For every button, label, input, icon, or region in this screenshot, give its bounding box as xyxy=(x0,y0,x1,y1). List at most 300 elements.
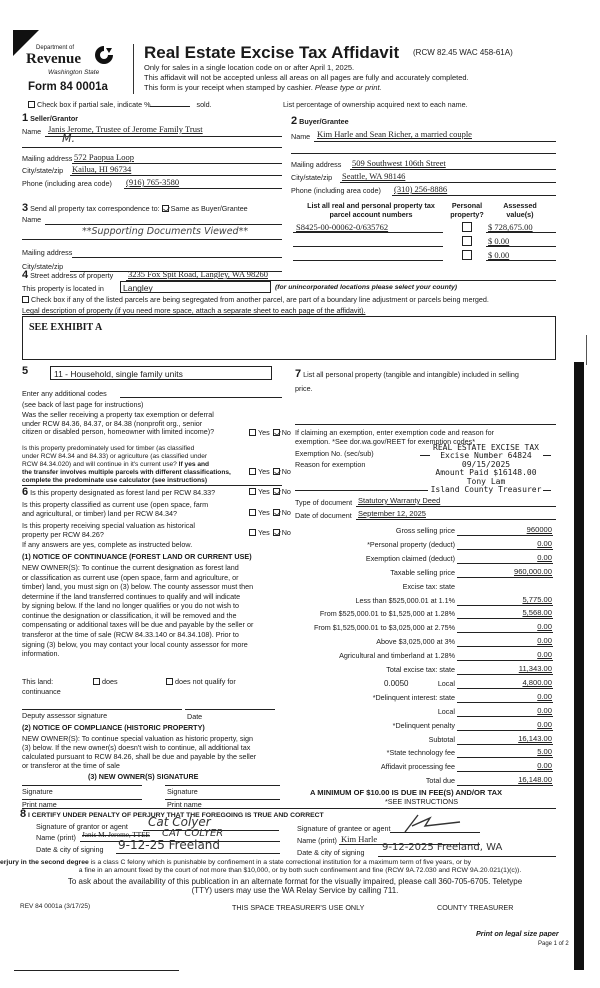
yes-label: Yes xyxy=(258,508,270,517)
notice-2-text xyxy=(22,734,256,770)
notice-line: information. xyxy=(22,649,60,659)
seller-name-initial: M. xyxy=(62,132,75,145)
notice-line: calculated pursuant to RCW 84.26, shall be due and payable by the seller xyxy=(22,752,257,761)
seller-mailing[interactable]: 572 Paopua Loop xyxy=(74,152,134,162)
tax-row-label: Exemption claimed (deduct) xyxy=(365,553,455,563)
does-not-label: does not qualify for xyxy=(175,677,236,686)
assessed-col-label: Assessed xyxy=(503,201,537,210)
yes-checkbox[interactable] xyxy=(249,509,256,516)
grantor-name-struck: Janis M. Jerome, TTEE xyxy=(82,831,150,839)
tax-row-value[interactable]: 0.00 xyxy=(537,636,552,646)
yes-no-options xyxy=(249,429,291,436)
tax-row-value[interactable]: 16,143.00 xyxy=(518,733,552,743)
tax-row-label: *State technology fee xyxy=(386,748,455,758)
tax-row-value[interactable]: 5,775.00 xyxy=(522,594,552,604)
notice-2-title: (2) NOTICE OF COMPLIANCE (HISTORIC PROPERTY) xyxy=(22,723,205,732)
buyer-city-label: City/state/zip xyxy=(291,173,333,182)
notice-1-text xyxy=(22,563,253,659)
partial-percent-field[interactable] xyxy=(150,106,190,107)
legal-paper-note: Print on legal size paper xyxy=(476,930,559,938)
tax-row-label: *Delinquent interest: state xyxy=(372,692,455,702)
legal-label: Legal description of property (if you need more space, attach a separate sheet to each page of the affidavit). xyxy=(22,306,366,315)
exemption-intro-1: If claiming an exemption, enter exemption code and reason for xyxy=(295,428,494,437)
accessibility-text: To ask about the availability of this publication in an alternate format for the visually impaired, please call 360-705-6705. Teletype xyxy=(67,877,523,886)
signature-label-1: Signature xyxy=(22,787,53,796)
tax-row-value[interactable]: 5,568.00 xyxy=(522,608,552,618)
assessed-value[interactable]: $ 0.00 xyxy=(488,236,510,246)
location-value: Langley xyxy=(123,283,153,293)
no-checkbox[interactable] xyxy=(273,488,280,495)
section-number: 1 xyxy=(22,112,29,124)
value-line xyxy=(486,232,556,233)
personal-property-field[interactable] xyxy=(295,424,556,425)
this-land-label: This land: xyxy=(22,677,54,686)
correspondence-heading xyxy=(22,203,248,214)
notice-line: signing (3) below, you may contact your local county assessor for more xyxy=(22,639,248,649)
notice-line: continue the designation or classification, it will be removed and the xyxy=(22,610,237,620)
grantor-name-label: Name (print) xyxy=(36,833,76,842)
perjury-text-2: a fine in an amount fixed by the court of not more than $10,000, or by both such confinement and fine (RCW 9A.72.030 and RCW 9A.20.021(1)(c)). xyxy=(78,867,522,875)
buyer-mailing[interactable]: 509 Southwest 106th Street xyxy=(352,158,446,168)
buyer-mailing-label: Mailing address xyxy=(291,160,342,169)
q-line: RCW 84.34.020) and will continue in it's current use? xyxy=(22,460,177,468)
page-title: Real Estate Excise Tax Affidavit xyxy=(144,43,400,62)
yes-checkbox[interactable] xyxy=(249,468,256,475)
tax-row-line xyxy=(457,535,553,536)
tax-row-label: Local xyxy=(437,678,455,688)
yes-checkbox[interactable] xyxy=(249,429,256,436)
no-label: No xyxy=(281,487,291,496)
signature-label-2: Signature xyxy=(167,787,198,796)
personal-col-header xyxy=(447,201,487,219)
buyer-name[interactable]: Kim Harle and Sean Richer, a married couple xyxy=(317,129,472,139)
notice-line: compensating or additional taxes will be due and payable by the seller or xyxy=(22,620,254,630)
perjury-text: is a class C felony which is punishable by confinement in a state correctional institution for a maximum term of five years, or by xyxy=(88,859,472,866)
notice-line: NEW OWNER(S): To continue the current designation as forest land xyxy=(22,563,239,572)
tax-row-value[interactable]: 960,000.00 xyxy=(513,566,552,576)
line xyxy=(420,455,430,456)
section-number: 7 xyxy=(295,368,302,380)
line xyxy=(378,856,556,857)
parcel-col-label: List all real and personal property tax xyxy=(307,201,435,210)
accessibility-text-2: (TTY) users may use the WA Relay Service by calling 711. xyxy=(191,885,399,895)
bottom-scan-line xyxy=(14,970,179,971)
use-code-value: 11 - Household, single family units xyxy=(54,369,183,379)
tax-row-line xyxy=(457,563,553,564)
personal-property-checkbox[interactable] xyxy=(462,250,472,260)
print-name-label-2: Print name xyxy=(167,800,202,809)
notice-line: transferor at the time of sale (RCW 84.33.140 or 84.34.108). Prior to xyxy=(22,630,239,640)
assessed-col-label-2: value(s) xyxy=(506,210,534,219)
seller-phone[interactable]: (916) 765-3580 xyxy=(126,177,180,187)
grantor-sig-label: Signature of grantor or agent xyxy=(36,822,128,831)
q-line: under RCW 84.34 and 84.33) or agriculture (as classified under xyxy=(22,452,208,460)
partial-sale-label: Check box if partial sale, indicate % xyxy=(37,100,151,109)
notice-line: (3) below. If the new owner(s) doesn't wish to continue, all additional tax xyxy=(22,743,251,752)
tax-row-line xyxy=(457,771,553,772)
grantor-name[interactable]: CAT COLYER xyxy=(162,828,224,839)
deputy-date-label: Date xyxy=(187,712,203,721)
doc-date[interactable]: September 12, 2025 xyxy=(358,509,426,518)
tax-row-value[interactable]: 960000 xyxy=(526,525,552,534)
grantee-name[interactable]: Kim Harle xyxy=(341,834,378,844)
treasurer-use-label: THIS SPACE TREASURER'S USE ONLY xyxy=(232,903,365,912)
deputy-label: Deputy assessor signature xyxy=(22,711,108,720)
notice-line: by signing below. If the land no longer qualifies or you do not wish to xyxy=(22,601,239,611)
no-checkbox[interactable] xyxy=(273,509,280,516)
line xyxy=(356,506,556,507)
type-or-print-note: Please type or print. xyxy=(314,83,382,92)
scan-edge-line xyxy=(586,335,587,365)
buyer-heading-label: Buyer/Grantee xyxy=(299,117,349,126)
does-not-option xyxy=(166,678,236,685)
tax-row-value[interactable]: 0.00 xyxy=(537,705,552,715)
yes-checkbox[interactable] xyxy=(249,529,256,536)
q-line: Is this property classified as current use (open space, farm xyxy=(22,500,209,509)
notice-line: or classification as current use (open space, farm and agriculture, or xyxy=(22,572,239,582)
no-label: No xyxy=(281,528,291,537)
tax-row-value[interactable]: 4,800.00 xyxy=(522,677,552,687)
parcel-line xyxy=(293,246,443,247)
notice-1-title: (1) NOTICE OF CONTINUANCE (FOREST LAND OR CURRENT USE) xyxy=(22,552,252,561)
exemption-reason-label: Reason for exemption xyxy=(295,460,366,469)
additional-codes-field[interactable] xyxy=(120,397,282,398)
line xyxy=(356,519,556,520)
ownership-note: List percentage of ownership acquired next to each name. xyxy=(283,100,468,109)
exemption-question xyxy=(22,411,214,437)
personal-property-label-2: price. xyxy=(295,384,313,393)
seller-city[interactable]: Kailua, HI 96734 xyxy=(72,164,132,174)
q-line: Is this property designated as forest land per RCW 84.33? xyxy=(30,488,216,497)
no-label: No xyxy=(281,467,291,476)
segregated-row xyxy=(22,296,489,303)
tax-row-label: Above $3,025,000 at 3% xyxy=(376,637,455,647)
tax-row-line xyxy=(457,632,553,633)
value-line xyxy=(486,246,556,247)
tax-row-value[interactable]: 0.00 xyxy=(537,650,552,660)
tax-row-line xyxy=(457,646,553,647)
tax-row-line xyxy=(457,716,553,717)
doc-type-label: Type of document xyxy=(295,498,353,507)
line xyxy=(295,490,428,491)
section-number: 2 xyxy=(291,115,298,127)
new-owner-sig-title: (3) NEW OWNER(S) SIGNATURE xyxy=(88,772,199,781)
section-number: 6 xyxy=(22,486,29,498)
notice-line: or transferor at the time of sale xyxy=(22,761,120,770)
parcel-line xyxy=(293,260,443,261)
tax-row-label: Total excise tax: state xyxy=(386,665,455,674)
certify-title: I CERTIFY UNDER PENALTY OF PERJURY THAT THE FOREGOING IS TRUE AND CORRECT xyxy=(28,812,324,819)
line xyxy=(72,257,282,258)
stamp-line: Amount Paid $16148.00 xyxy=(435,468,537,478)
print-name-label-1: Print name xyxy=(22,800,57,809)
dept-line: Department of xyxy=(36,45,75,51)
accessibility-notice xyxy=(0,878,590,896)
tax-row-label: Agricultural and timberland at 1.28% xyxy=(339,651,455,661)
header-line-1: Only for sales in a single location code on or after April 1, 2025. xyxy=(144,63,355,72)
grantee-sig-label: Signature of grantee or agent xyxy=(297,824,391,833)
assessed-col-header xyxy=(495,201,545,219)
personal-property-checkbox[interactable] xyxy=(462,222,472,232)
street-label-row xyxy=(22,270,113,281)
tax-row-line xyxy=(457,605,553,606)
exemption-intro-2: exemption. *See dor.wa.gov/REET for exemption codes* xyxy=(295,437,476,446)
parcel-line xyxy=(293,232,443,233)
treasurer-paid-stamp xyxy=(430,444,542,494)
tax-row-value[interactable]: 0.00 xyxy=(537,622,552,632)
tax-row-label: From $1,525,000.01 to $3,025,000 at 2.75% xyxy=(313,623,455,633)
tax-row-value[interactable]: 0.00 xyxy=(537,691,552,701)
codes-note: (see back of last page for instructions) xyxy=(22,400,144,409)
buyer-name-label: Name xyxy=(291,132,311,141)
buyer-city[interactable]: Seattle, WA 98146 xyxy=(342,171,406,181)
tax-row-value[interactable]: 11,343.00 xyxy=(518,664,552,673)
tax-row-label: Subtotal xyxy=(428,734,455,744)
partial-sale-row xyxy=(28,101,212,108)
q-line: and agricultural, or timber) land per RCW 84.34? xyxy=(22,509,178,518)
buyer-phone-label: Phone (including area code) xyxy=(291,186,381,195)
does-option xyxy=(93,678,118,685)
forest-question xyxy=(22,487,215,498)
line xyxy=(70,175,282,176)
stamp-line: Island County Treasurer xyxy=(430,484,542,494)
tax-row-value[interactable]: 0.00 xyxy=(537,552,552,562)
notice-line: NEW OWNER(S): To continue special valuation as historic property, sign xyxy=(22,734,254,743)
notice-line: determine if the land transferred continues to qualify and will indicate xyxy=(22,591,241,601)
divider xyxy=(22,485,282,486)
no-label: No xyxy=(281,428,291,437)
notice-line: timber) land, you must sign on (3) below. The county assessor must then xyxy=(22,582,254,592)
tax-row-label: Gross selling price xyxy=(395,526,455,535)
timber-question xyxy=(22,445,231,485)
yes-no-options xyxy=(249,488,291,495)
seller-mailing-label: Mailing address xyxy=(22,154,73,163)
form-number: Form 84 0001a xyxy=(28,81,108,93)
personal-property-checkbox[interactable] xyxy=(462,236,472,246)
location-select[interactable] xyxy=(120,281,271,293)
parcel-col-label-2: parcel account numbers xyxy=(329,210,413,219)
exemption-no-label: Exemption No. (sec/sub) xyxy=(295,449,374,458)
line xyxy=(350,169,556,170)
perjury-bold: erjury in the second degree xyxy=(0,859,89,866)
dor-logo-icon xyxy=(93,44,115,66)
current-use-question xyxy=(22,500,208,518)
q-line: Was the seller receiving a property tax exemption or deferral xyxy=(22,410,214,419)
grantee-signature-scribble[interactable] xyxy=(400,812,470,834)
line xyxy=(543,455,551,456)
local-rate: 0.0050 xyxy=(384,679,409,688)
tax-row-line xyxy=(457,785,553,786)
line xyxy=(116,853,280,854)
tax-row-label: Affidavit processing fee xyxy=(380,762,455,772)
q-line-bold: the transfer involves multiple parcels with different classifications, xyxy=(22,468,231,476)
owner-signature-field-1[interactable] xyxy=(22,785,142,786)
line xyxy=(543,490,551,491)
grantor-date-city[interactable]: 9-12-25 Freeland xyxy=(118,838,221,852)
header-divider xyxy=(133,44,134,94)
yes-no-options xyxy=(249,468,291,475)
tax-row-line xyxy=(457,730,553,731)
tax-row-line xyxy=(457,660,553,661)
located-label: This property is located in xyxy=(22,284,104,293)
no-checkbox[interactable] xyxy=(273,468,280,475)
tax-row-label: From $525,000.01 to $1,525,000 at 1.28% xyxy=(319,609,455,619)
personal-property-label xyxy=(295,369,519,380)
does-not-checkbox[interactable] xyxy=(166,678,173,685)
q-line: property per RCW 84.26? xyxy=(22,530,104,539)
q-line: citizen or disabled person, homeowner with limited income)? xyxy=(22,427,215,437)
tax-row-value[interactable]: 0.00 xyxy=(537,719,552,729)
location-note: (for unincorporated locations please select your county) xyxy=(275,284,458,291)
yes-no-options xyxy=(249,529,291,536)
rcw-reference: (RCW 82.45 WAC 458-61A) xyxy=(413,48,513,57)
tax-row-line xyxy=(457,549,553,550)
segregated-label: Check box if any of the listed parcels are being segregated from another parcel, are part of a boundary line adjustment or parcels being merged. xyxy=(31,295,489,304)
assessed-value[interactable]: $ 0.00 xyxy=(488,250,510,260)
doc-type[interactable]: Statutory Warranty Deed xyxy=(358,496,441,505)
line xyxy=(291,153,556,154)
personal-property-text: List all personal property (tangible and intangible) included in selling xyxy=(303,370,519,379)
rev-number: REV 84 0001a (3/17/25) xyxy=(20,903,91,910)
seller-city-label: City/state/zip xyxy=(22,166,64,175)
line xyxy=(340,182,556,183)
street-label: Street address of property xyxy=(30,271,114,280)
stamp-line: Tony Lam xyxy=(466,476,506,486)
page-number: Page 1 of 2 xyxy=(538,941,569,947)
q-line-bold: If yes and xyxy=(178,460,210,468)
tax-row-label: Local xyxy=(437,706,455,716)
does-label: does xyxy=(102,677,118,686)
tax-row-line xyxy=(457,577,553,578)
tax-row-line xyxy=(457,757,553,758)
line xyxy=(45,224,282,225)
tax-row-label: Less than $525,000.01 at 1.1% xyxy=(355,595,455,605)
doc-date-label: Date of document xyxy=(295,511,352,520)
q-line: Is this property receiving special valuation as historical xyxy=(22,521,195,530)
supporting-documents-stamp: **Supporting Documents Viewed** xyxy=(82,226,249,237)
seller-heading-label: Seller/Grantor xyxy=(30,114,79,123)
parcel-number[interactable]: S8425-00-00062-0/635762 xyxy=(296,222,389,232)
yes-checkbox[interactable] xyxy=(249,488,256,495)
use-code-select[interactable] xyxy=(50,366,272,380)
correspondence-label: Send all property tax correspondence to: xyxy=(30,204,160,213)
tax-row-line xyxy=(457,744,553,745)
seller-name-line-2 xyxy=(22,147,282,148)
stamp-line: 09/15/2025 xyxy=(461,459,511,469)
historic-question xyxy=(22,521,195,539)
does-checkbox[interactable] xyxy=(93,678,100,685)
minimum-due-note: A MINIMUM OF $10.00 IS DUE IN FEE(S) AND/OR TAX xyxy=(310,788,503,797)
no-checkbox[interactable] xyxy=(273,429,280,436)
section-number: 4 xyxy=(22,269,29,281)
section-5-number: 5 xyxy=(22,365,29,377)
line xyxy=(22,239,282,240)
seller-heading xyxy=(22,113,78,124)
continuance-label: continuance xyxy=(22,687,61,696)
header-line-3 xyxy=(144,84,382,92)
segregated-checkbox[interactable] xyxy=(22,296,29,303)
yes-label: Yes xyxy=(258,467,270,476)
personal-col-label: Personal xyxy=(451,201,483,210)
additional-codes-label: Enter any additional codes xyxy=(22,389,107,398)
tax-row-line xyxy=(457,702,553,703)
tax-row-value[interactable]: 16,148.00 xyxy=(518,775,552,785)
yes-label: Yes xyxy=(258,428,270,437)
tax-row-label: Excise tax: state xyxy=(402,581,455,591)
tax-row-line xyxy=(457,688,553,689)
tax-row-value[interactable]: 5.00 xyxy=(537,747,552,757)
line xyxy=(314,141,556,142)
deputy-date-field[interactable] xyxy=(185,709,275,710)
tax-row-value[interactable]: 0.00 xyxy=(537,761,552,771)
buyer-heading xyxy=(291,116,349,127)
same-as-buyer-label: Same as Buyer/Grantee xyxy=(170,204,248,213)
seller-name[interactable]: Janis Jerome, Trustee of Jerome Family Trust xyxy=(48,124,203,134)
tax-row-label: *Personal property (deduct) xyxy=(367,539,455,549)
buyer-phone[interactable]: (310) 256-8886 xyxy=(394,184,448,194)
grantee-date-city[interactable]: 9-12-2025 Freeland, WA xyxy=(382,842,503,853)
tax-row-label: Taxable selling price xyxy=(390,567,455,577)
same-as-buyer-checkbox[interactable] xyxy=(162,205,169,212)
tax-row-label: Total due xyxy=(425,776,455,786)
header-line-2: This affidavit will not be accepted unless all areas on all pages are fully and accurately completed. xyxy=(144,73,469,82)
sold-label: sold. xyxy=(196,100,212,109)
see-instructions: *SEE INSTRUCTIONS xyxy=(385,797,459,806)
partial-sale-checkbox[interactable] xyxy=(28,101,35,108)
no-label: No xyxy=(281,508,291,517)
assessed-value[interactable]: $ 728,675.00 xyxy=(488,222,533,232)
tax-row-line xyxy=(457,674,553,675)
receipt-note: This form is your receipt when stamped by cashier. xyxy=(144,83,313,92)
county-treasurer-label: COUNTY TREASURER xyxy=(437,903,514,912)
tax-row-line xyxy=(457,618,553,619)
grantee-name-label: Name (print) xyxy=(297,836,337,845)
grantee-date-label: Date & city of signing xyxy=(297,848,365,857)
corr-name-label: Name xyxy=(22,215,42,224)
grantor-date-label: Date & city of signing xyxy=(36,845,104,854)
dept-name: Revenue xyxy=(26,51,81,67)
legal-description-field[interactable] xyxy=(22,316,556,360)
personal-col-label-2: property? xyxy=(450,210,484,219)
tax-row-value[interactable]: 0.00 xyxy=(537,538,552,548)
yes-label: Yes xyxy=(258,528,270,537)
q-line-bold: complete the predominate use calculator (see instructions) xyxy=(22,476,208,484)
line xyxy=(390,832,480,833)
section-number: 3 xyxy=(22,202,29,214)
corr-mailing-label: Mailing address xyxy=(22,248,73,257)
parcel-col-header xyxy=(296,201,446,219)
stamp-line: Excise Number 64824 xyxy=(440,451,532,461)
stamp-line: REAL ESTATE EXCISE TAX xyxy=(433,443,539,452)
seller-name-line xyxy=(45,136,282,137)
seller-phone-label: Phone (including area code) xyxy=(22,179,112,188)
deputy-signature-field[interactable] xyxy=(22,709,182,710)
yes-label: Yes xyxy=(258,487,270,496)
state-name: Washington State xyxy=(48,69,100,76)
perjury-notice xyxy=(0,859,600,875)
grantor-signature[interactable]: Cat Colyer xyxy=(148,815,211,829)
value-line xyxy=(486,260,556,261)
no-checkbox[interactable] xyxy=(273,529,280,536)
seller-name-label: Name xyxy=(22,127,42,136)
if-any-note: If any answers are yes, complete as instructed below. xyxy=(22,540,193,549)
property-street[interactable]: 3235 Fox Spit Road, Langley, WA 98260 xyxy=(128,269,269,279)
line xyxy=(392,195,556,196)
q-line: under RCW 84.36, 84.37, or 84.38 (nonprofit org., senior xyxy=(22,418,203,428)
owner-signature-field-2[interactable] xyxy=(165,785,280,786)
line xyxy=(124,188,282,189)
legal-description: SEE EXHIBIT A xyxy=(29,322,103,333)
